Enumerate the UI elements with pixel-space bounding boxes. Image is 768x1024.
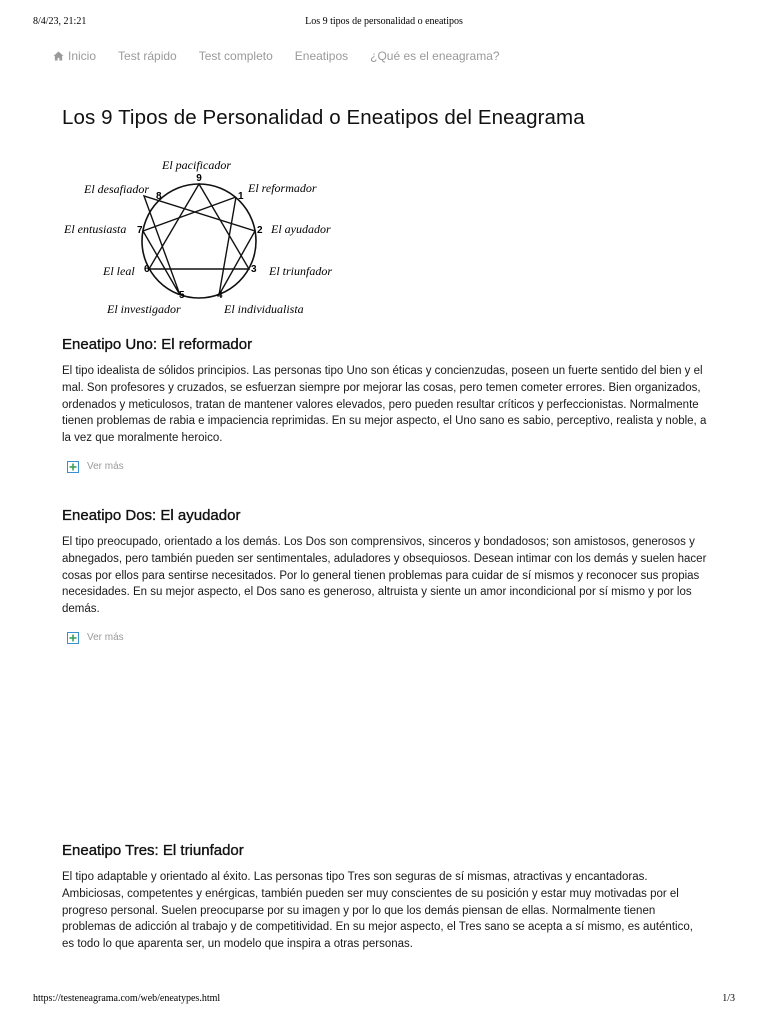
print-datetime: 8/4/23, 21:21	[33, 16, 87, 27]
node-number: 3	[251, 264, 257, 275]
home-icon	[53, 51, 64, 61]
section-body: El tipo preocupado, orientado a los demás. Los Dos son comprensivos, sinceros y bondadosos; son amistosos, generosos y abnegados, pero también pueden ser sentimentales, aduladores y obsequiosos. Desean intimar con los demás y suelen hacer cosas por ellos para sentirse necesitados. Por lo general tienen problemas para cuidar de sí mismos y reconocer sus propias necesidades. En su mejor aspecto, el Dos sano es generoso, altruista y siente un amor incondicional por sí mismo y por los demás.	[62, 536, 707, 616]
node-number: 8	[156, 191, 162, 202]
section-body: El tipo idealista de sólidos principios. Las personas tipo Uno son éticas y concienzudas, poseen un fuerte sentido del bien y el mal. Son profesores y cruzados, se esfuerzan siempre por mejorar las cosas, pero temen cometer errores. Bien organizados, ordenados y meticulosos, tratan de mantener valores elevados, pero pueden resultar críticos y perfeccionistas. Normalmente tienen problemas de rabia e impaciencia reprimidas. En su mejor aspecto, el Uno sano es sabio, perceptivo, realista y noble, a la vez que moralmente heroico.	[62, 365, 707, 445]
type-label: El pacificador	[162, 158, 231, 172]
ver-mas-link[interactable]	[67, 461, 708, 473]
print-page-title: Los 9 tipos de personalidad o eneatipos	[305, 16, 463, 27]
nav-item-label: Inicio	[68, 49, 97, 63]
node-number: 2	[257, 225, 263, 236]
section-eneatipo-dos	[62, 507, 708, 644]
print-footer	[0, 993, 768, 1007]
print-page-number: 1/3	[722, 993, 735, 1004]
expand-plus-icon	[67, 632, 79, 644]
type-label: El ayudador	[271, 222, 331, 236]
nav-item-que-es[interactable]	[370, 49, 499, 63]
type-label: El investigador	[107, 302, 181, 316]
nav-item-label: ¿Qué es el eneagrama?	[370, 49, 500, 63]
ver-mas-label: Ver más	[87, 632, 124, 644]
ver-mas-link[interactable]	[67, 632, 708, 644]
node-number: 4	[217, 290, 223, 301]
nav-item-eneatipos[interactable]	[295, 49, 348, 63]
type-label: El individualista	[224, 302, 304, 316]
nav-item-label: Test completo	[198, 49, 273, 63]
nav-item-test-completo[interactable]	[199, 49, 273, 63]
section-heading: Eneatipo Uno: El reformador	[62, 336, 253, 353]
node-number: 9	[196, 173, 202, 184]
node-number: 7	[137, 225, 143, 236]
ver-mas-label: Ver más	[87, 461, 124, 473]
nav-item-label: Test rápido	[118, 49, 177, 63]
section-heading: Eneatipo Tres: El triunfador	[62, 842, 244, 859]
section-eneatipo-tres	[62, 842, 708, 953]
print-header	[0, 16, 768, 30]
type-label: El entusiasta	[64, 222, 127, 236]
node-number: 1	[238, 191, 244, 202]
section-heading: Eneatipo Dos: El ayudador	[62, 507, 241, 524]
print-url: https://testeneagrama.com/web/eneatypes.html	[33, 993, 221, 1004]
node-number: 6	[144, 264, 150, 275]
nav-item-test-rapido[interactable]	[118, 49, 177, 63]
nav-item-label: Eneatipos	[294, 49, 349, 63]
type-label: El desafiador	[84, 182, 149, 196]
enneagram-figure	[62, 155, 344, 321]
type-label: El triunfador	[269, 264, 333, 278]
nav-item-inicio[interactable]	[53, 49, 96, 63]
expand-plus-icon	[67, 461, 79, 473]
type-label: El reformador	[248, 181, 317, 195]
top-nav	[53, 47, 522, 65]
section-body: El tipo adaptable y orientado al éxito. Las personas tipo Tres son seguras de sí mismas, atractivas y encantadoras. Ambiciosas, competentes y enérgicas, también pueden ser muy conscientes de su posición y estar muy motivadas por el progreso personal. Suelen preocuparse por su imagen y por lo que los demás piensan de ellas. Normalmente tienen problemas de adicción al trabajo y de competitividad. En su mejor aspecto, el Tres sano se acepta a sí mismo, es auténtico, es todo lo que aparenta ser, un modelo que inspira a otras personas.	[62, 871, 693, 951]
node-number: 5	[179, 290, 185, 301]
section-eneatipo-uno	[62, 336, 708, 473]
page-title: Los 9 Tipos de Personalidad o Eneatipos del Eneagrama	[62, 106, 585, 129]
type-label: El leal	[103, 264, 135, 278]
